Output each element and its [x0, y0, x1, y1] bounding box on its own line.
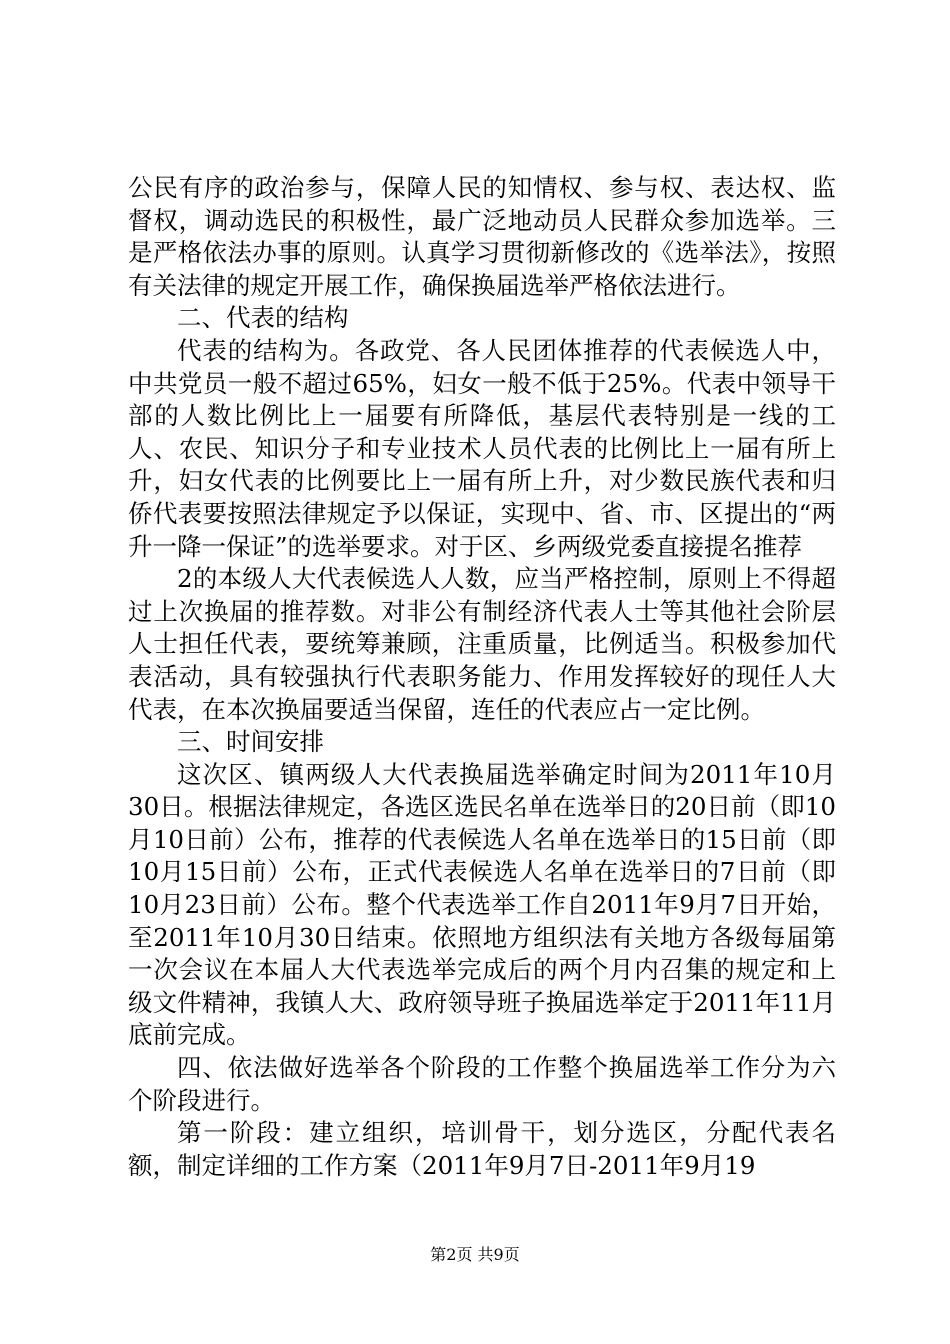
- page-number-footer: 第2页 共9页: [430, 1245, 520, 1264]
- section-heading-structure: 二、代表的结构: [177, 303, 349, 333]
- paragraph-stage-one: 第一阶段：建立组织，培训骨干，划分选区，分配代表名额，制定详细的工作方案（2011年9月7日-2011年9月19: [128, 1118, 836, 1180]
- paragraph-candidates: 2的本级人大代表候选人人数，应当严格控制，原则上不得超过上次换届的推荐数。对非公有制经济代表人士等其他社会阶层人士担任代表，要统筹兼顾，注重质量，比例适当。积极参加代表活动，具有较强执行代表职务能力、作用发挥较好的现任人大代表，在本次换届要适当保留，连任的代表应占一定比例。: [128, 564, 836, 724]
- document-body: [128, 172, 836, 1182]
- paragraph-structure: 代表的结构为。各政党、各人民团体推荐的代表候选人中，中共党员一般不超过65%，妇女一般不低于25%。代表中领导干部的人数比例比上一届要有所降低，基层代表特别是一线的工人、农民、知识分子和专业技术人员代表的比例比上一届有所上升，妇女代表的比例要比上一届有所上升，对少数民族代表和归侨代表要按照法律规定予以保证，实现中、省、市、区提出的“两升一降一保证”的选举要求。对于区、乡两级党委直接提名推荐: [128, 335, 836, 561]
- section-heading-schedule: 三、时间安排: [177, 727, 324, 757]
- section-heading-stages: 四、依法做好选举各个阶段的工作整个换届选举工作分为六个阶段进行。: [128, 1053, 836, 1115]
- paragraph-1: 公民有序的政治参与，保障人民的知情权、参与权、表达权、监督权，调动选民的积极性，最广泛地动员人民群众参加选举。三是严格依法办事的原则。认真学习贯彻新修改的《选举法》，按照有关法律的规定开展工作，确保换届选举严格依法进行。: [128, 173, 836, 300]
- paragraph-schedule: 这次区、镇两级人大代表换届选举确定时间为2011年10月30日。根据法律规定，各选区选民名单在选举日的20日前（即10月10日前）公布，推荐的代表候选人名单在选举日的15日前（即10月15日前）公布，正式代表候选人名单在选举日的7日前（即10月23日前）公布。整个代表选举工作自2011年9月7日开始，至2011年10月30日结束。依照地方组织法有关地方各级每届第一次会议在本届人大代表选举完成后的两个月内召集的规定和上级文件精神，我镇人大、政府领导班子换届选举定于2011年11月底前完成。: [128, 759, 836, 1050]
